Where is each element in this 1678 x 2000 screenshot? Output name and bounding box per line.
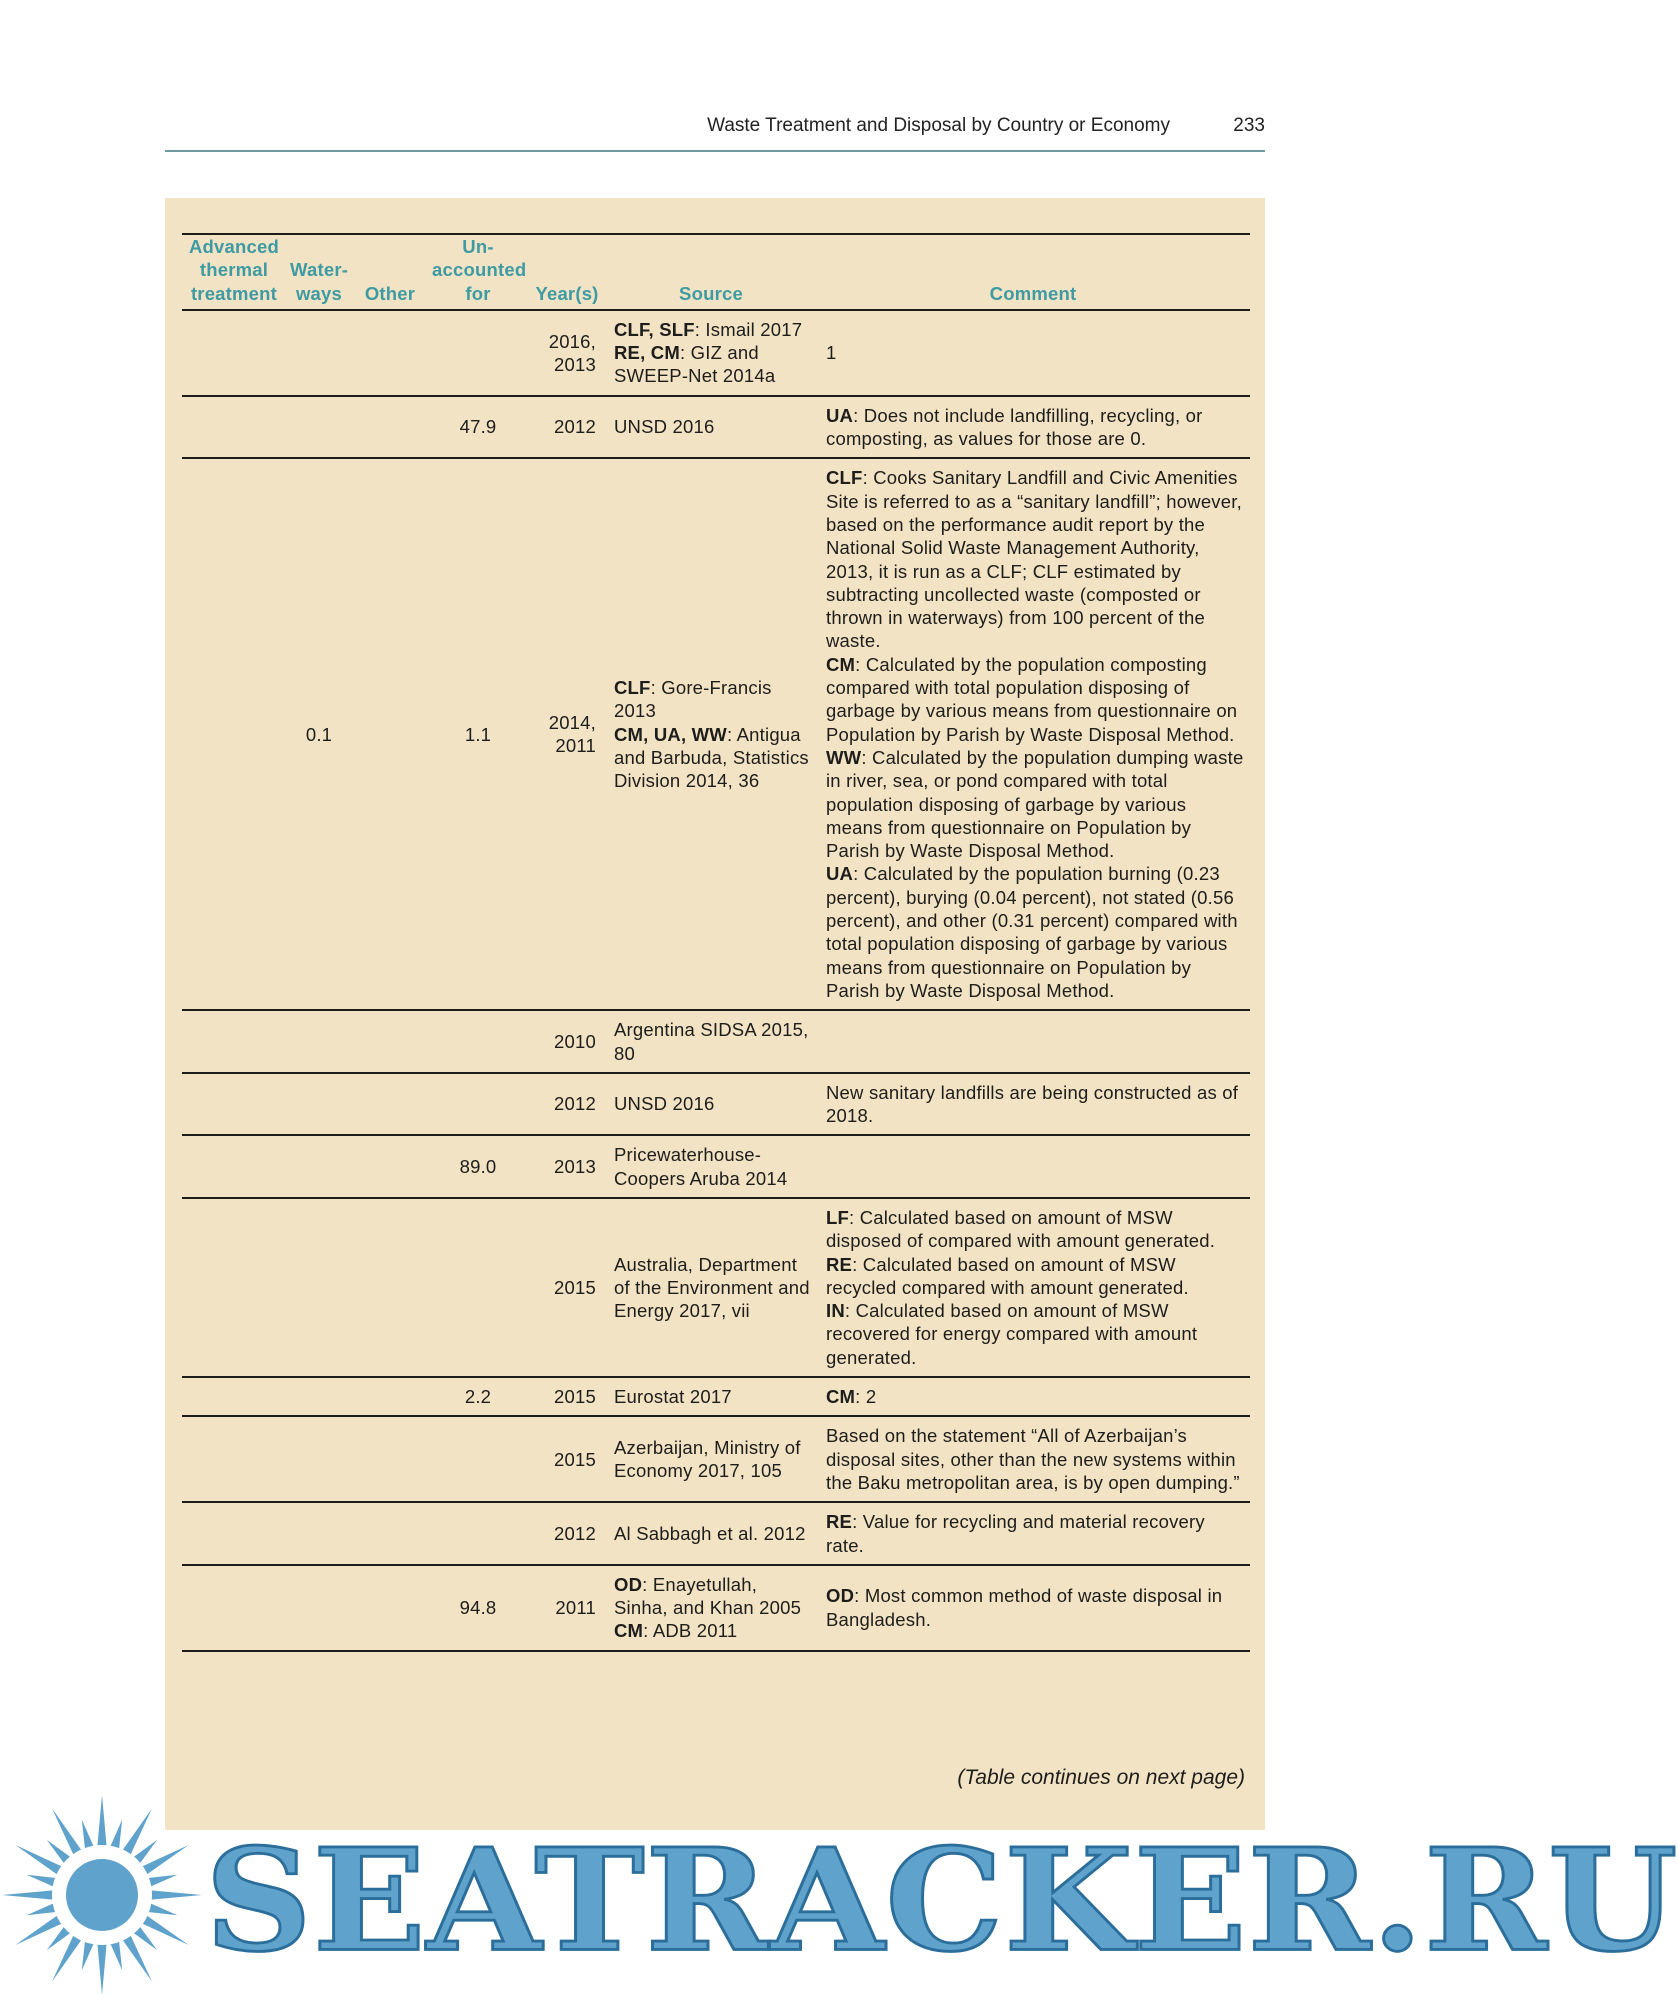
entry-code: RE [826,1253,853,1275]
cell-source [606,1135,816,1198]
sunburst-ray [27,1903,57,1915]
cell-entry: RE: Calculated based on amount of MSW recycled compared with amount generated. [826,1253,1189,1298]
column-header-unaccounted [428,234,528,310]
cell-entry: CM: ADB 2011 [614,1620,738,1642]
sunburst-ray [2,1890,54,1899]
entry-code: WW [826,746,862,768]
cell-other [352,458,428,1010]
cell-entry: CM: Calculated by the population composting compared with total population disposing of garbage by various means from questionnaire on Population by Parish by Waste Disposal Method. [826,653,1238,745]
cell-other [352,310,428,396]
cell-unaccounted: 47.9 [428,396,528,459]
cell-waterways [286,1377,352,1416]
cell-entry: WW: Calculated by the population dumping waste in river, sea, or pond compared with total population disposing of garbage by various means from questionnaire on Population by Parish by Waste Disposal Method. [826,746,1244,862]
cell-other [352,1073,428,1136]
cell-entry: CM, UA, WW: Antigua and Barbuda, Statistics Division 2014, 36 [614,723,809,792]
table-row [182,1010,1250,1073]
cell-other [352,1502,428,1565]
cell-years [528,1565,606,1651]
sunburst-ray [150,1890,202,1899]
table-row [182,1135,1250,1198]
cell-advanced_thermal [182,1565,286,1651]
cell-waterways [286,396,352,459]
table-row [182,458,1250,1010]
column-header-line: thermal [199,259,269,281]
year-value: 2014, [548,711,596,733]
cell-other [352,396,428,459]
cell-entry: UA: Calculated by the population burning (0.23 percent), burying (0.04 percent), not stated (0.56 percent), and other (0.31 percent) compared with total population disposing of garbage by various means from questionnaire on Population by Parish by Waste Disposal Method. [826,863,1238,1001]
cell-comment [816,1010,1250,1073]
cell-unaccounted [428,1416,528,1502]
cell-waterways [286,1135,352,1198]
sunburst-ray [27,1875,57,1887]
cell-comment [816,1073,1250,1136]
waste-table [182,233,1250,1652]
column-header-line: Source [679,282,743,304]
column-header-line: treatment [190,282,278,304]
cell-comment [816,396,1250,459]
cell-source [606,396,816,459]
year-value: 2011 [555,1597,596,1619]
running-title: Waste Treatment and Disposal by Country or Economy [707,115,1170,136]
entry-code: UA [826,404,854,426]
cell-comment [816,310,1250,396]
column-header-line: Year(s) [535,282,599,304]
cell-entry: Eurostat 2017 [614,1386,732,1408]
entry-code: OD [826,1585,855,1607]
cell-advanced_thermal [182,1073,286,1136]
year-value: 2015 [554,1386,596,1408]
table-row [182,1565,1250,1651]
cell-advanced_thermal [182,1416,286,1502]
cell-entry: Australia, Department of the Environment and Energy 2017, vii [614,1253,810,1322]
cell-advanced_thermal [182,1198,286,1377]
cell-advanced_thermal [182,1377,286,1416]
cell-unaccounted [428,1198,528,1377]
cell-other [352,1377,428,1416]
table-continues-note: (Table continues on next page) [957,1766,1245,1789]
cell-years [528,1135,606,1198]
column-header-advanced_thermal [182,234,286,310]
cell-entry: Based on the statement “All of Azerbaijan’s disposal sites, other than the new systems within the Baku metropolitan area, is by open dumping.” [826,1425,1240,1493]
cell-waterways [286,1010,352,1073]
entry-code: IN [826,1300,845,1322]
sunburst-ray [82,1940,94,1970]
column-header-line: Water- [290,259,349,281]
sunburst-icon [0,1790,210,2000]
cell-entry: UA: Does not include landfilling, recycling, or composting, as values for those are 0. [826,404,1203,450]
cell-source [606,1565,816,1651]
entry-code: CLF [826,467,863,489]
cell-entry: RE, CM: GIZ and SWEEP-Net 2014a [614,342,776,387]
cell-years [528,1502,606,1565]
cell-source [606,1073,816,1136]
cell-years [528,1416,606,1502]
year-value: 2011 [555,735,596,757]
column-header-line: Other [364,282,416,304]
table-row [182,1416,1250,1502]
entry-code: LF [826,1206,850,1228]
cell-entry: OD: Enayetullah, Sinha, and Khan 2005 [614,1573,802,1619]
cell-advanced_thermal [182,1010,286,1073]
column-header-line: Advanced [188,236,280,257]
cell-entry: OD: Most common method of waste disposal in Bangladesh. [826,1585,1223,1630]
cell-source [606,1198,816,1377]
table-row [182,396,1250,459]
cell-advanced_thermal [182,396,286,459]
year-value: 2012 [554,1522,596,1544]
cell-unaccounted [428,310,528,396]
cell-comment [816,1502,1250,1565]
cell-entry: Pricewaterhouse-Coopers Aruba 2014 [614,1144,788,1189]
cell-years [528,1073,606,1136]
column-header-other [352,234,428,310]
cell-comment [816,1377,1250,1416]
sunburst-ray [147,1903,177,1915]
cell-advanced_thermal [182,458,286,1010]
sunburst-ray [147,1875,177,1887]
entry-code: RE, CM [614,342,680,364]
column-header-line: Un- [462,236,494,257]
cell-entry: UNSD 2016 [614,1093,715,1115]
cell-waterways [286,1416,352,1502]
column-header-line: accounted [432,259,527,281]
cell-other [352,1565,428,1651]
cell-source [606,1416,816,1502]
table-row [182,1073,1250,1136]
entry-code: CLF, SLF [614,318,695,340]
table-row [182,1198,1250,1377]
column-header-line: Comment [989,282,1077,304]
cell-waterways [286,1073,352,1136]
cell-comment [816,1416,1250,1502]
cell-comment [816,1198,1250,1377]
table-row [182,310,1250,396]
cell-entry: CLF: Gore-Francis 2013 [614,677,772,722]
cell-years [528,458,606,1010]
table-body [182,310,1250,1651]
column-header-comment [816,234,1250,310]
table-row [182,1502,1250,1565]
year-value: 2015 [554,1448,596,1470]
cell-years [528,1377,606,1416]
cell-entry: CLF, SLF: Ismail 2017 [614,318,803,340]
cell-entry: New sanitary landfills are being constructed as of 2018. [826,1081,1239,1127]
cell-unaccounted: 1.1 [428,458,528,1010]
year-value: 2012 [554,1093,596,1115]
column-header-years [528,234,606,310]
cell-comment [816,1135,1250,1198]
column-header-line: for [465,282,491,304]
year-value: 2016, [548,330,596,352]
entry-code: CM [614,1620,644,1642]
cell-entry: Al Sabbagh et al. 2012 [614,1522,806,1544]
year-value: 2013 [554,1156,596,1178]
cell-unaccounted: 89.0 [428,1135,528,1198]
cell-source [606,310,816,396]
cell-comment [816,458,1250,1010]
cell-entry: RE: Value for recycling and material recovery rate. [826,1511,1205,1556]
year-value: 2010 [554,1030,596,1052]
cell-comment [816,1565,1250,1651]
cell-unaccounted: 94.8 [428,1565,528,1651]
entry-code: RE [826,1511,853,1533]
entry-code: CM [826,1386,856,1408]
cell-other [352,1135,428,1198]
running-header [165,100,1265,152]
cell-waterways [286,1502,352,1565]
cell-years [528,1010,606,1073]
year-value: 2015 [554,1276,596,1298]
cell-entry: Azerbaijan, Ministry of Economy 2017, 105 [614,1437,801,1482]
entry-code: CM [826,653,856,675]
cell-entry: CLF: Cooks Sanitary Landfill and Civic Amenities Site is referred to as a “sanitary landfill”; however, based on the performance audit report by the National Solid Waste Management Authority, 2013, it is run as a CLF; CLF estimated by subtracting uncollected waste (composted or thrown in waterways) from 100 percent of the waste. [826,467,1242,652]
cell-waterways [286,1198,352,1377]
cell-source [606,1010,816,1073]
sunburst-ray [97,1943,106,1995]
table-row [182,1377,1250,1416]
sunburst-ray [82,1820,94,1850]
column-header-line: ways [295,282,343,304]
cell-advanced_thermal [182,1502,286,1565]
cell-entry: IN: Calculated based on amount of MSW recovered for energy compared with amount generated. [826,1300,1198,1368]
sunburst-ray [110,1940,122,1970]
cell-source [606,1502,816,1565]
entry-code: OD [614,1573,643,1595]
table-header-row [182,234,1250,310]
cell-waterways [286,310,352,396]
cell-other [352,1198,428,1377]
cell-other [352,1010,428,1073]
cell-waterways [286,1565,352,1651]
cell-advanced_thermal [182,1135,286,1198]
cell-entry: LF: Calculated based on amount of MSW disposed of compared with amount generated. [826,1206,1216,1252]
cell-source [606,1377,816,1416]
year-value: 2013 [554,353,596,375]
cell-other [352,1416,428,1502]
cell-years [528,310,606,396]
cell-years [528,1198,606,1377]
cell-entry: UNSD 2016 [614,416,715,438]
cell-unaccounted: 2.2 [428,1377,528,1416]
table-panel [165,198,1265,1830]
cell-unaccounted [428,1073,528,1136]
cell-unaccounted [428,1010,528,1073]
entry-code: CLF [614,677,651,699]
column-header-source [606,234,816,310]
entry-code: CM, UA, WW [614,723,727,745]
cell-unaccounted [428,1502,528,1565]
cell-entry: 1 [826,342,837,364]
cell-advanced_thermal [182,310,286,396]
page-number: 233 [1233,115,1265,136]
cell-waterways: 0.1 [286,458,352,1010]
year-value: 2012 [554,416,596,438]
entry-code: UA [826,863,854,885]
cell-entry: Argentina SIDSA 2015, 80 [614,1019,809,1064]
cell-entry: CM: 2 [826,1386,877,1408]
column-header-waterways [286,234,352,310]
sunburst-ray [97,1795,106,1847]
watermark-text: SEATRACKER.RU [205,1817,1678,1983]
cell-source [606,458,816,1010]
cell-years [528,396,606,459]
sunburst-ray [110,1820,122,1850]
